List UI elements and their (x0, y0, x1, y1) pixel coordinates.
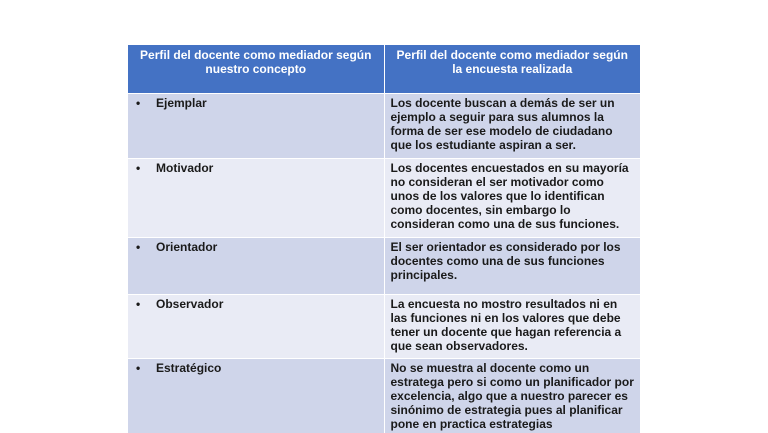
table-header-row (128, 45, 640, 93)
table-row (128, 294, 640, 358)
description-cell: La encuesta no mostro resultados ni en las funciones ni en los valores que debe tener un docente que hagan referencia a que sean observadores. (384, 294, 640, 358)
description-cell: No se muestra al docente como un estratega pero si como un planificador por excelencia, algo que a nuestro parecer es sinónimo de estrategia pues al planificar pone en practica estrategias (384, 358, 640, 433)
perfil-docente-table (128, 45, 640, 433)
trait-cell (128, 158, 384, 237)
trait-label: Estratégico (156, 360, 222, 375)
trait-cell (128, 93, 384, 158)
bullet-icon: • (136, 239, 141, 254)
table-row (128, 93, 640, 158)
bullet-icon: • (136, 160, 141, 175)
trait-cell (128, 294, 384, 358)
bullet-icon: • (136, 296, 141, 311)
trait-cell (128, 237, 384, 294)
description-cell: Los docentes encuestados en su mayoría no consideran el ser motivador como unos de los valores que lo identifican como docentes, sin embargo lo consideran como una de sus funciones. (384, 158, 640, 237)
trait-label: Observador (156, 296, 224, 311)
description-cell: El ser orientador es considerado por los docentes como una de sus funciones principales. (384, 237, 640, 294)
table-row (128, 358, 640, 433)
trait-cell (128, 358, 384, 433)
table-row (128, 237, 640, 294)
trait-label: Motivador (156, 160, 214, 175)
table-row (128, 158, 640, 237)
header-encuesta: Perfil del docente como mediador según la encuesta realizada (384, 45, 640, 93)
trait-label: Ejemplar (156, 95, 207, 110)
description-cell: Los docente buscan a demás de ser un ejemplo a seguir para sus alumnos la forma de ser ese modelo de ciudadano que los estudiante aspiran a ser. (384, 93, 640, 158)
header-concepto: Perfil del docente como mediador según nuestro concepto (128, 45, 384, 93)
trait-label: Orientador (156, 239, 218, 254)
bullet-icon: • (136, 95, 141, 110)
bullet-icon: • (136, 360, 141, 375)
